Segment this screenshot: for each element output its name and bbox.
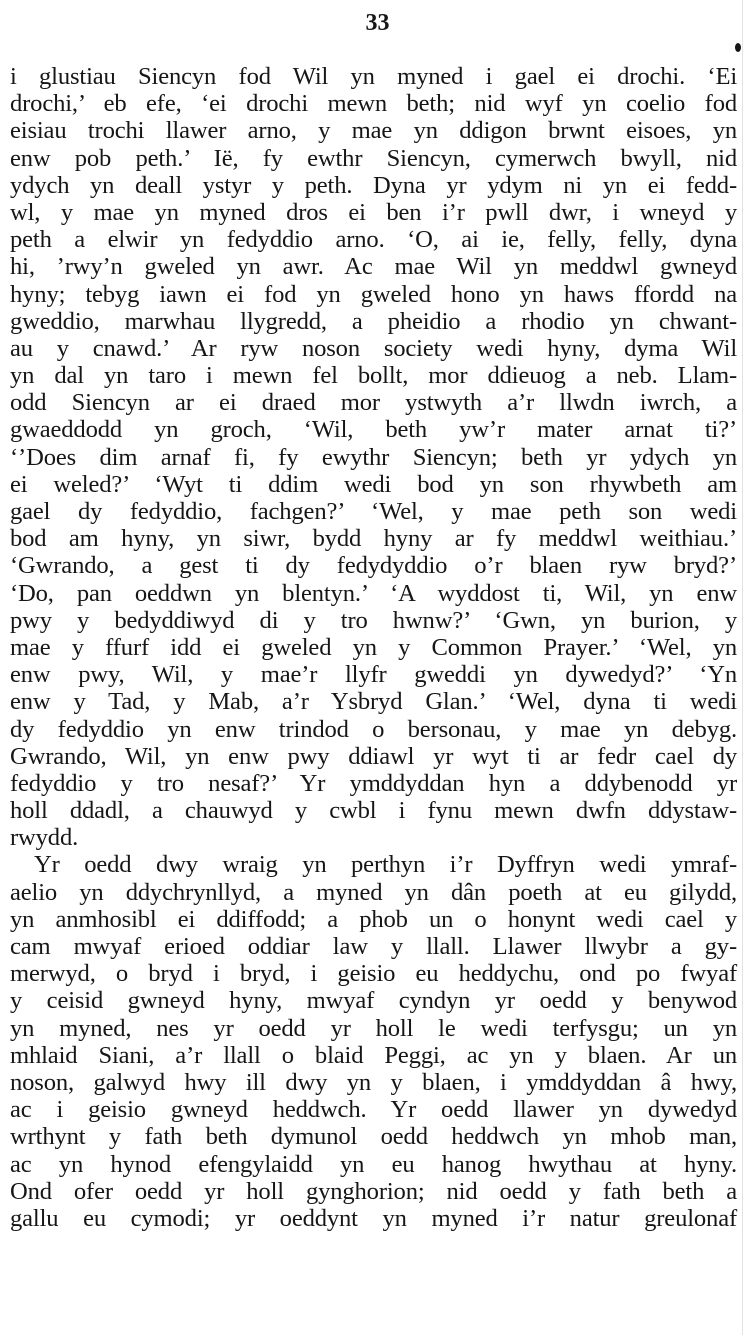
text-line: gweddio, marwhau llygredd, a pheidio a rhodio yn chwant-	[10, 307, 737, 335]
text-line: merwyd, o bryd i bryd, i geisio eu heddychu, ond po fwyaf	[10, 960, 737, 988]
text-line: enw pob peth.’ Ië, fy ewthr Siencyn, cymerwch bwyll, nid	[10, 144, 737, 172]
text-line: bod am hyny, yn siwr, bydd hyny ar fy meddwl weithiau.’	[10, 525, 737, 553]
text-line: hyny; tebyg iawn ei fod yn gweled hono yn haws ffordd na	[10, 280, 737, 308]
text-line: gwaeddodd yn groch, ‘Wil, beth yw’r mater arnat ti?’	[10, 416, 737, 444]
text-line: eisiau trochi llawer arno, y mae yn ddigon brwnt eisoes, yn	[10, 117, 737, 145]
text-line: gallu eu cymodi; yr oeddynt yn myned i’r natur greulonaf	[10, 1204, 737, 1232]
text-line: y ceisid gwneyd hyny, mwyaf cyndyn yr oedd y benywod	[10, 987, 737, 1015]
text-line: Gwrando, Wil, yn enw pwy ddiawl yr wyt ti ar fedr cael dy	[10, 742, 737, 770]
text-line: yn anmhosibl ei ddiffodd; a phob un o honynt wedi cael y	[10, 905, 737, 933]
text-line: holl ddadl, a chauwyd y cwbl i fynu mewn dwfn ddystaw-	[10, 797, 737, 825]
text-line: rwydd.	[10, 824, 79, 852]
text-line: Yr oedd dwy wraig yn perthyn i’r Dyffryn wedi ymraf-	[34, 851, 737, 879]
text-line: drochi,’ eb efe, ‘ei drochi mewn beth; nid wyf yn coelio fod	[10, 90, 737, 118]
text-line: yn myned, nes yr oedd yr holl le wedi terfysgu; un yn	[10, 1014, 737, 1042]
text-line: ac i geisio gwneyd heddwch. Yr oedd llawer yn dywedyd	[10, 1096, 737, 1124]
text-line: fedyddio y tro nesaf?’ Yr ymddyddan hyn a ddybenodd yr	[10, 769, 737, 797]
text-line: ydych yn deall ystyr y peth. Dyna yr ydym ni yn ei fedd-	[10, 171, 737, 199]
text-line: enw pwy, Wil, y mae’r llyfr gweddi yn dywedyd?’ ‘Yn	[10, 661, 737, 689]
text-line: hi, ’rwy’n gweled yn awr. Ac mae Wil yn meddwl gwneyd	[10, 253, 737, 281]
text-line: ‘Gwrando, a gest ti dy fedydyddio o’r blaen ryw bryd?’	[10, 552, 737, 580]
page-number: 33	[365, 10, 390, 36]
text-line: ‘’Does dim arnaf fi, fy ewythr Siencyn; beth yr ydych yn	[10, 443, 737, 471]
text-line: yn dal yn taro i mewn fel bollt, mor ddieuog a neb. Llam-	[10, 362, 737, 390]
text-line: wrthynt y fath beth dymunol oedd heddwch yn mhob man,	[10, 1123, 737, 1151]
text-line: odd Siencyn ar ei draed mor ystwyth a’r llwdn iwrch, a	[10, 389, 737, 417]
text-line: Ond ofer oedd yr holl gynghorion; nid oedd y fath beth a	[10, 1177, 737, 1205]
text-line: aelio yn ddychrynllyd, a myned yn dân poeth at eu gilydd,	[10, 878, 737, 906]
text-line: i glustiau Siencyn fod Wil yn myned i gael ei drochi. ‘Ei	[10, 63, 737, 90]
text-line: ‘Do, pan oeddwn yn blentyn.’ ‘A wyddost ti, Wil, yn enw	[10, 579, 737, 607]
text-line: peth a elwir yn fedyddio arno. ‘O, ai ie, felly, felly, dyna	[10, 226, 737, 254]
text-line: enw y Tad, y Mab, a’r Ysbryd Glan.’ ‘Wel, dyna ti wedi	[10, 688, 737, 716]
text-line: mae y ffurf idd ei gweled yn y Common Prayer.’ ‘Wel, yn	[10, 633, 737, 661]
text-line: wl, y mae yn myned dros ei ben i’r pwll dwr, i wneyd y	[10, 198, 737, 226]
text-line: noson, galwyd hwy ill dwy yn y blaen, i ymddyddan â hwy,	[10, 1068, 737, 1096]
ink-speck	[735, 43, 741, 52]
text-line: cam mwyaf erioed oddiar law y llall. Llawer llwybr a gy-	[10, 933, 737, 960]
text-line: mhlaid Siani, a’r llall o blaid Peggi, ac yn y blaen. Ar un	[10, 1041, 737, 1069]
text-line: au y cnawd.’ Ar ryw noson society wedi hyny, dyma Wil	[10, 334, 737, 362]
text-line: pwy y bedyddiwyd di y tro hwnw?’ ‘Gwn, yn burion, y	[10, 606, 737, 634]
text-line: ac yn hynod efengylaidd yn eu hanog hwythau at hyny.	[10, 1150, 737, 1178]
page-edge-shadow	[742, 0, 743, 1335]
text-line: ei weled?’ ‘Wyt ti ddim wedi bod yn son rhywbeth am	[10, 470, 737, 498]
text-line: dy fedyddio yn enw trindod o bersonau, y mae yn debyg.	[10, 715, 737, 743]
body-text	[10, 63, 737, 1232]
text-line: gael dy fedyddio, fachgen?’ ‘Wel, y mae peth son wedi	[10, 498, 737, 525]
